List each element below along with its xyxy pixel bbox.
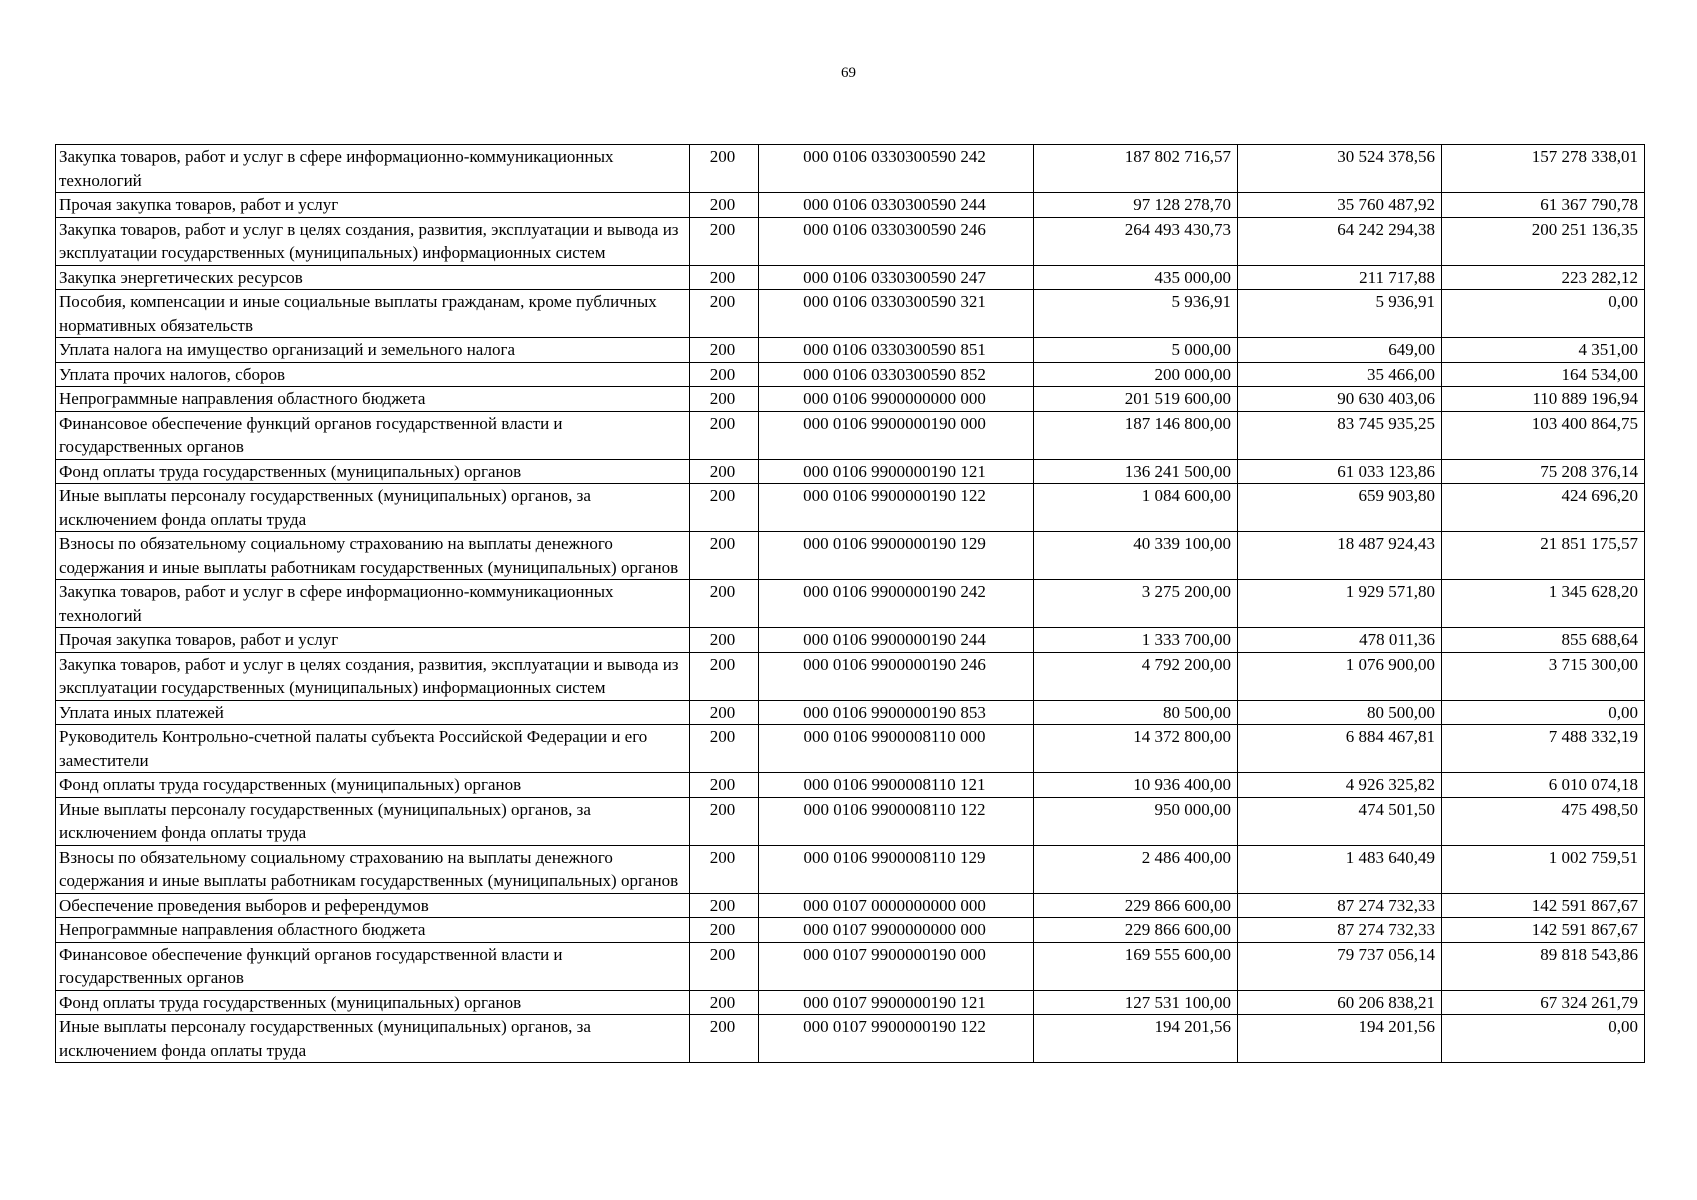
unexecuted-amount-cell: 142 591 867,67 [1442,918,1645,943]
expense-name-cell: Уплата иных платежей [56,700,690,725]
unexecuted-amount-cell: 424 696,20 [1442,484,1645,532]
executed-amount-cell: 5 936,91 [1238,290,1442,338]
line-code-cell: 200 [690,411,759,459]
unexecuted-amount-cell: 0,00 [1442,700,1645,725]
budget-classification-code-cell: 000 0106 9900008110 000 [759,725,1034,773]
executed-amount-cell: 35 760 487,92 [1238,193,1442,218]
budget-classification-code-cell: 000 0106 9900008110 122 [759,797,1034,845]
expense-name-cell: Взносы по обязательному социальному страхованию на выплаты денежного содержания и иные выплаты работникам государственных (муниципальных) органов [56,845,690,893]
table-row [56,773,1645,798]
expense-name-cell: Непрограммные направления областного бюджета [56,918,690,943]
table-row [56,362,1645,387]
executed-amount-cell: 30 524 378,56 [1238,145,1442,193]
unexecuted-amount-cell: 142 591 867,67 [1442,893,1645,918]
budget-classification-code-cell: 000 0106 9900000000 000 [759,387,1034,412]
approved-amount-cell: 187 802 716,57 [1034,145,1238,193]
executed-amount-cell: 6 884 467,81 [1238,725,1442,773]
expense-name-cell: Закупка товаров, работ и услуг в целях создания, развития, эксплуатации и вывода из эксплуатации государственных (муниципальных) информационных систем [56,652,690,700]
approved-amount-cell: 950 000,00 [1034,797,1238,845]
line-code-cell: 200 [690,387,759,412]
executed-amount-cell: 60 206 838,21 [1238,990,1442,1015]
expense-name-cell: Закупка товаров, работ и услуг в целях создания, развития, эксплуатации и вывода из эксплуатации государственных (муниципальных) информационных систем [56,217,690,265]
table-row [56,942,1645,990]
line-code-cell: 200 [690,580,759,628]
budget-table [55,144,1645,1063]
executed-amount-cell: 1 076 900,00 [1238,652,1442,700]
approved-amount-cell: 187 146 800,00 [1034,411,1238,459]
unexecuted-amount-cell: 7 488 332,19 [1442,725,1645,773]
approved-amount-cell: 194 201,56 [1034,1015,1238,1063]
table-row [56,484,1645,532]
expense-name-cell: Руководитель Контрольно-счетной палаты субъекта Российской Федерации и его заместители [56,725,690,773]
executed-amount-cell: 83 745 935,25 [1238,411,1442,459]
expense-name-cell: Прочая закупка товаров, работ и услуг [56,193,690,218]
line-code-cell: 200 [690,893,759,918]
budget-classification-code-cell: 000 0106 9900008110 121 [759,773,1034,798]
budget-classification-code-cell: 000 0106 9900000190 853 [759,700,1034,725]
budget-classification-code-cell: 000 0106 9900000190 246 [759,652,1034,700]
line-code-cell: 200 [690,362,759,387]
unexecuted-amount-cell: 0,00 [1442,290,1645,338]
budget-classification-code-cell: 000 0106 0330300590 242 [759,145,1034,193]
budget-classification-code-cell: 000 0106 9900000190 129 [759,532,1034,580]
executed-amount-cell: 87 274 732,33 [1238,893,1442,918]
budget-classification-code-cell: 000 0106 9900000190 244 [759,628,1034,653]
unexecuted-amount-cell: 164 534,00 [1442,362,1645,387]
line-code-cell: 200 [690,725,759,773]
table-row [56,918,1645,943]
line-code-cell: 200 [690,990,759,1015]
executed-amount-cell: 478 011,36 [1238,628,1442,653]
approved-amount-cell: 435 000,00 [1034,265,1238,290]
table-row [56,700,1645,725]
line-code-cell: 200 [690,942,759,990]
budget-classification-code-cell: 000 0106 0330300590 852 [759,362,1034,387]
table-row [56,532,1645,580]
unexecuted-amount-cell: 1 345 628,20 [1442,580,1645,628]
budget-classification-code-cell: 000 0107 9900000190 122 [759,1015,1034,1063]
line-code-cell: 200 [690,265,759,290]
approved-amount-cell: 2 486 400,00 [1034,845,1238,893]
table-row [56,652,1645,700]
unexecuted-amount-cell: 61 367 790,78 [1442,193,1645,218]
unexecuted-amount-cell: 21 851 175,57 [1442,532,1645,580]
approved-amount-cell: 169 555 600,00 [1034,942,1238,990]
page-number: 69 [841,65,856,81]
budget-classification-code-cell: 000 0107 9900000000 000 [759,918,1034,943]
executed-amount-cell: 35 466,00 [1238,362,1442,387]
expense-name-cell: Финансовое обеспечение функций органов государственной власти и государственных органов [56,942,690,990]
table-row [56,193,1645,218]
expense-name-cell: Фонд оплаты труда государственных (муниципальных) органов [56,773,690,798]
budget-classification-code-cell: 000 0106 9900000190 242 [759,580,1034,628]
expense-name-cell: Финансовое обеспечение функций органов государственной власти и государственных органов [56,411,690,459]
approved-amount-cell: 127 531 100,00 [1034,990,1238,1015]
approved-amount-cell: 229 866 600,00 [1034,918,1238,943]
unexecuted-amount-cell: 4 351,00 [1442,338,1645,363]
budget-classification-code-cell: 000 0106 9900000190 121 [759,459,1034,484]
expense-name-cell: Фонд оплаты труда государственных (муниципальных) органов [56,990,690,1015]
budget-classification-code-cell: 000 0106 0330300590 851 [759,338,1034,363]
unexecuted-amount-cell: 223 282,12 [1442,265,1645,290]
table-row [56,580,1645,628]
approved-amount-cell: 5 936,91 [1034,290,1238,338]
expense-name-cell: Иные выплаты персоналу государственных (муниципальных) органов, за исключением фонда оплаты труда [56,1015,690,1063]
approved-amount-cell: 1 333 700,00 [1034,628,1238,653]
unexecuted-amount-cell: 157 278 338,01 [1442,145,1645,193]
expense-name-cell: Иные выплаты персоналу государственных (муниципальных) органов, за исключением фонда оплаты труда [56,484,690,532]
unexecuted-amount-cell: 75 208 376,14 [1442,459,1645,484]
line-code-cell: 200 [690,217,759,265]
table-row [56,217,1645,265]
table-row [56,893,1645,918]
table-row [56,338,1645,363]
line-code-cell: 200 [690,773,759,798]
line-code-cell: 200 [690,459,759,484]
approved-amount-cell: 14 372 800,00 [1034,725,1238,773]
executed-amount-cell: 474 501,50 [1238,797,1442,845]
unexecuted-amount-cell: 200 251 136,35 [1442,217,1645,265]
expense-name-cell: Обеспечение проведения выборов и референдумов [56,893,690,918]
line-code-cell: 200 [690,532,759,580]
expense-name-cell: Закупка товаров, работ и услуг в сфере информационно-коммуникационных технологий [56,580,690,628]
approved-amount-cell: 10 936 400,00 [1034,773,1238,798]
line-code-cell: 200 [690,700,759,725]
expense-name-cell: Уплата прочих налогов, сборов [56,362,690,387]
executed-amount-cell: 79 737 056,14 [1238,942,1442,990]
expense-name-cell: Уплата налога на имущество организаций и земельного налога [56,338,690,363]
table-row [56,459,1645,484]
unexecuted-amount-cell: 1 002 759,51 [1442,845,1645,893]
approved-amount-cell: 200 000,00 [1034,362,1238,387]
expense-name-cell: Прочая закупка товаров, работ и услуг [56,628,690,653]
table-row [56,411,1645,459]
budget-classification-code-cell: 000 0106 0330300590 244 [759,193,1034,218]
approved-amount-cell: 229 866 600,00 [1034,893,1238,918]
expense-name-cell: Иные выплаты персоналу государственных (муниципальных) органов, за исключением фонда оплаты труда [56,797,690,845]
unexecuted-amount-cell: 110 889 196,94 [1442,387,1645,412]
table-row [56,387,1645,412]
budget-classification-code-cell: 000 0106 9900008110 129 [759,845,1034,893]
line-code-cell: 200 [690,652,759,700]
table-row [56,797,1645,845]
unexecuted-amount-cell: 103 400 864,75 [1442,411,1645,459]
budget-classification-code-cell: 000 0106 9900000190 122 [759,484,1034,532]
expense-name-cell: Непрограммные направления областного бюджета [56,387,690,412]
executed-amount-cell: 194 201,56 [1238,1015,1442,1063]
executed-amount-cell: 90 630 403,06 [1238,387,1442,412]
approved-amount-cell: 40 339 100,00 [1034,532,1238,580]
approved-amount-cell: 3 275 200,00 [1034,580,1238,628]
unexecuted-amount-cell: 3 715 300,00 [1442,652,1645,700]
line-code-cell: 200 [690,145,759,193]
line-code-cell: 200 [690,290,759,338]
line-code-cell: 200 [690,918,759,943]
expense-name-cell: Закупка товаров, работ и услуг в сфере информационно-коммуникационных технологий [56,145,690,193]
approved-amount-cell: 1 084 600,00 [1034,484,1238,532]
unexecuted-amount-cell: 475 498,50 [1442,797,1645,845]
table-row [56,145,1645,193]
executed-amount-cell: 18 487 924,43 [1238,532,1442,580]
unexecuted-amount-cell: 855 688,64 [1442,628,1645,653]
approved-amount-cell: 97 128 278,70 [1034,193,1238,218]
executed-amount-cell: 1 483 640,49 [1238,845,1442,893]
table-row [56,265,1645,290]
table-row [56,845,1645,893]
unexecuted-amount-cell: 67 324 261,79 [1442,990,1645,1015]
budget-classification-code-cell: 000 0106 0330300590 247 [759,265,1034,290]
unexecuted-amount-cell: 6 010 074,18 [1442,773,1645,798]
line-code-cell: 200 [690,193,759,218]
budget-classification-code-cell: 000 0106 0330300590 246 [759,217,1034,265]
budget-table-body [56,145,1645,1063]
executed-amount-cell: 211 717,88 [1238,265,1442,290]
expense-name-cell: Взносы по обязательному социальному страхованию на выплаты денежного содержания и иные выплаты работникам государственных (муниципальных) органов [56,532,690,580]
executed-amount-cell: 80 500,00 [1238,700,1442,725]
table-row [56,990,1645,1015]
approved-amount-cell: 136 241 500,00 [1034,459,1238,484]
approved-amount-cell: 201 519 600,00 [1034,387,1238,412]
executed-amount-cell: 61 033 123,86 [1238,459,1442,484]
budget-classification-code-cell: 000 0106 0330300590 321 [759,290,1034,338]
line-code-cell: 200 [690,338,759,363]
table-row [56,725,1645,773]
line-code-cell: 200 [690,845,759,893]
executed-amount-cell: 649,00 [1238,338,1442,363]
line-code-cell: 200 [690,1015,759,1063]
approved-amount-cell: 4 792 200,00 [1034,652,1238,700]
budget-classification-code-cell: 000 0107 0000000000 000 [759,893,1034,918]
approved-amount-cell: 80 500,00 [1034,700,1238,725]
approved-amount-cell: 264 493 430,73 [1034,217,1238,265]
executed-amount-cell: 64 242 294,38 [1238,217,1442,265]
executed-amount-cell: 4 926 325,82 [1238,773,1442,798]
budget-classification-code-cell: 000 0107 9900000190 000 [759,942,1034,990]
executed-amount-cell: 87 274 732,33 [1238,918,1442,943]
line-code-cell: 200 [690,484,759,532]
expense-name-cell: Закупка энергетических ресурсов [56,265,690,290]
table-row [56,290,1645,338]
budget-classification-code-cell: 000 0107 9900000190 121 [759,990,1034,1015]
expense-name-cell: Фонд оплаты труда государственных (муниципальных) органов [56,459,690,484]
expense-name-cell: Пособия, компенсации и иные социальные выплаты гражданам, кроме публичных нормативных обязательств [56,290,690,338]
unexecuted-amount-cell: 0,00 [1442,1015,1645,1063]
unexecuted-amount-cell: 89 818 543,86 [1442,942,1645,990]
executed-amount-cell: 1 929 571,80 [1238,580,1442,628]
executed-amount-cell: 659 903,80 [1238,484,1442,532]
table-row [56,628,1645,653]
table-row [56,1015,1645,1063]
line-code-cell: 200 [690,628,759,653]
budget-classification-code-cell: 000 0106 9900000190 000 [759,411,1034,459]
approved-amount-cell: 5 000,00 [1034,338,1238,363]
line-code-cell: 200 [690,797,759,845]
